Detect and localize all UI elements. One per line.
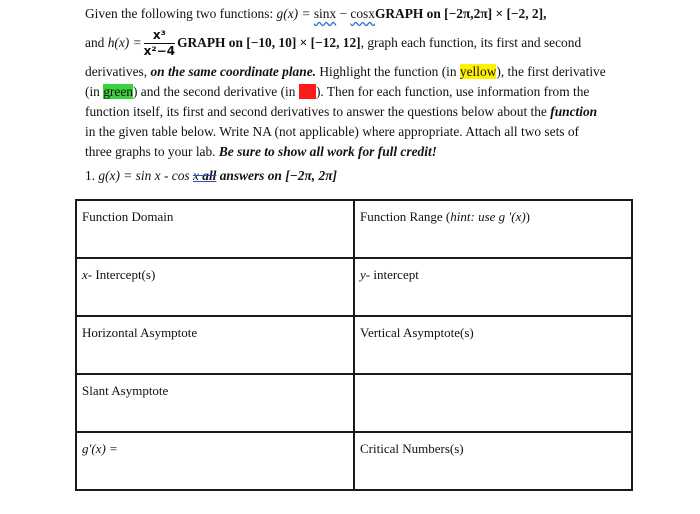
instructions-line-5 xyxy=(85,102,625,122)
cell-function-domain[interactable] xyxy=(76,200,354,258)
in-text: (in xyxy=(85,84,104,99)
attach-text: three graphs to your lab. xyxy=(85,144,219,159)
h-numerator: x³ xyxy=(144,28,175,44)
range-hint: hint: use g ′(x) xyxy=(450,209,526,224)
cell-x-intercepts[interactable] xyxy=(76,258,354,316)
derivatives-text: derivatives, xyxy=(85,64,151,79)
all-word: all xyxy=(202,168,217,183)
instructions-line-1 xyxy=(85,4,625,24)
instructions-line-6: in the given table below. Write NA (not applicable) where appropriate. Attach all two sets of xyxy=(85,124,580,139)
cell-slant-asymptote[interactable] xyxy=(76,374,354,432)
g-cos-term: cosx xyxy=(350,6,375,21)
cell-label: g′(x) = xyxy=(82,441,118,456)
g-minus: − xyxy=(336,6,351,21)
first-derivative-text: ), the first derivative xyxy=(496,64,606,79)
h-fraction xyxy=(144,28,175,59)
instructions-line-7 xyxy=(85,142,625,162)
and-text: and xyxy=(85,35,105,50)
instructions-line-2-rest: , graph each function, its first and second xyxy=(360,35,582,50)
cell-label: Critical Numbers(s) xyxy=(360,441,464,456)
highlight-text: Highlight the function (in xyxy=(315,64,460,79)
cell-y-intercept[interactable] xyxy=(354,258,632,316)
question-number: 1. xyxy=(85,168,99,183)
red-highlight: red xyxy=(298,84,316,99)
cell-label: y- intercept xyxy=(360,267,419,282)
function-itself-text: function itself, its first and second derivatives to answer the questions below about the xyxy=(85,104,551,119)
then-text: ). Then for each function, use information from the xyxy=(315,84,590,99)
second-derivative-text: ) and the second derivative (in xyxy=(132,84,299,99)
instructions-line-2 xyxy=(85,24,625,62)
question-expression: g(x) = sin x - cos xyxy=(98,168,193,183)
question-1 xyxy=(85,168,337,184)
g-sin-term: sinx xyxy=(313,6,337,21)
yellow-highlight: yellow xyxy=(459,64,497,79)
cell-horizontal-asymptote[interactable] xyxy=(76,316,354,374)
same-plane-emphasis: on the same coordinate plane. xyxy=(150,64,316,79)
instructions-line-3 xyxy=(85,62,625,82)
instructions-line-4 xyxy=(85,82,625,102)
full-credit-emphasis: Be sure to show all work for full credit! xyxy=(218,144,437,159)
g-lhs: g(x) = xyxy=(276,6,314,21)
cell-label: Function Range (hint: use g ′(x)) xyxy=(360,209,531,224)
cell-critical-numbers[interactable] xyxy=(354,432,632,490)
instructions-paragraph xyxy=(85,4,625,162)
table-row xyxy=(76,374,632,432)
intro-text: Given the following two functions: xyxy=(85,6,277,21)
struck-x: x xyxy=(192,168,203,183)
cell-label: Slant Asymptote xyxy=(82,383,169,398)
cell-function-range[interactable] xyxy=(354,200,632,258)
cell-label: x- Intercept(s) xyxy=(82,267,156,282)
function-emphasis: function xyxy=(550,104,598,119)
cell-label: Horizontal Asymptote xyxy=(82,325,198,340)
answer-table xyxy=(75,199,633,491)
table-row xyxy=(76,316,632,374)
h-denominator: x²−4 xyxy=(143,43,176,58)
cell-vertical-asymptotes[interactable] xyxy=(354,316,632,374)
cell-g-prime[interactable] xyxy=(76,432,354,490)
question-interval: answers on [−2π, 2π] xyxy=(216,168,337,183)
cell-empty[interactable] xyxy=(354,374,632,432)
table-row xyxy=(76,258,632,316)
cell-label: Function Domain xyxy=(82,209,174,224)
h-lhs: h(x) = xyxy=(107,35,142,50)
green-highlight: green xyxy=(103,84,133,99)
table-row xyxy=(76,200,632,258)
cell-label: Vertical Asymptote(s) xyxy=(360,325,474,340)
graph-window-h: GRAPH on [−10, 10] × [−12, 12] xyxy=(177,35,361,50)
graph-window-g: GRAPH on [−2π,2π] × [−2, 2], xyxy=(374,6,547,21)
table-row xyxy=(76,432,632,490)
